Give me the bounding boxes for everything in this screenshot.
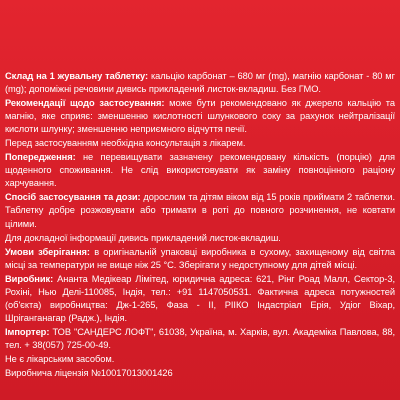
manufacturer-heading: Виробник: xyxy=(5,273,54,284)
manufacturer-paragraph xyxy=(5,273,395,325)
dosage-heading: Спосіб застосування та дози: xyxy=(5,192,141,203)
consultation-note: Перед застосуванням необхідна консультація з лікарем. xyxy=(5,138,246,149)
recommendations-heading: Рекомендації щодо застосування: xyxy=(5,98,165,109)
label-text xyxy=(5,70,395,380)
composition-heading: Склад на 1 жувальну таблетку: xyxy=(5,71,149,81)
warnings-text: не перевищувати зазначену рекомендовану кількість (порцію) для щоденного споживання. Не слід використовувати як заміну повноцінного раціону харчування. xyxy=(5,152,395,189)
composition-text: кальцію карбонат – 680 мг (mg), магнію карбонат - 80 мг (mg); допоміжні речовини дивись прикладений листок-вкладиш. Без ГМО. xyxy=(5,71,395,95)
dosage-paragraph xyxy=(5,191,395,230)
recommendations-paragraph xyxy=(5,97,395,136)
storage-text: в оригінальній упаковці виробника в сухому, захищеному від світла місці за температури не вище ніж 25 °С. Зберігати у недоступному для дітей місці. xyxy=(5,246,395,270)
composition-paragraph xyxy=(5,70,395,96)
importer-heading: Імпортер: xyxy=(5,326,50,337)
warnings-heading: Попередження: xyxy=(5,152,76,163)
dosage-text: дорослим та дітям віком від 15 років приймати 2 таблетки. Таблетку добре розжовувати або тримати в роті до повного розчинення, не ковтати цілими. xyxy=(5,192,395,229)
not-medicine-text: Не є лікарським засобом. xyxy=(5,353,115,364)
license-text: Виробнича ліцензія №10017013001426 xyxy=(5,368,173,379)
importer-text: ТОВ "САНДЕРС ЛОФТ", 61038, Україна, м. Харків, вул. Академіка Павлова, 88, тел. + 38(057) 725-00-49. xyxy=(5,326,395,350)
storage-heading: Умови зберігання: xyxy=(5,246,90,257)
more-info-text: Для докладної інформації дивись прикладений листок-вкладиш. xyxy=(5,232,281,243)
importer-paragraph xyxy=(5,326,395,352)
storage-paragraph xyxy=(5,246,395,272)
manufacturer-text: Ананта Медікеар Лімітед, юридична адреса: 621, Рінг Роад Малл, Сектор-3, Рохіні, Нью Делі-110085, Індія, тел.: +91 1147050531. Фактична адреса потужностей (об'єкта) виробництва: Дж-1-265, Фаза - ІІ, РІІКО Індастріал Ерія, Удіог Віхар, Шріганганагар (Радж.), Індія. xyxy=(5,273,395,323)
warnings-paragraph xyxy=(5,151,395,190)
recommendations-text: може бути рекомендовано як джерело кальцію та магнію, яке сприяє: зменшенню кислотності шлункового соку за рахунок нейтралізації кислоти шлунку; зменшенню неприємного відчуття печії. xyxy=(5,98,395,135)
